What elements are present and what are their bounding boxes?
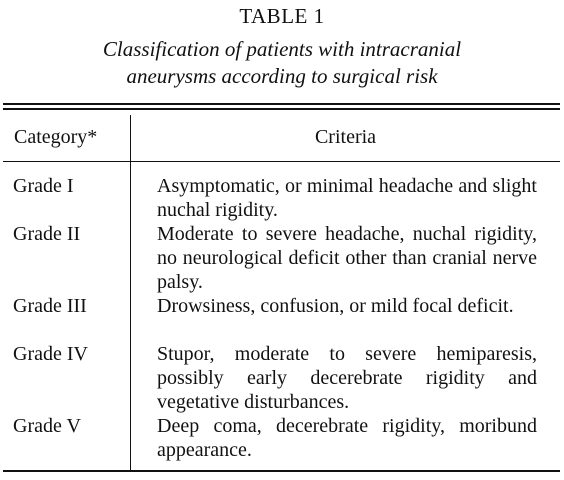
grade-cell: Grade II — [13, 223, 81, 245]
header-category: Category* — [14, 126, 98, 148]
column-divider — [130, 115, 131, 470]
grade-cell: Grade I — [13, 175, 74, 197]
bottom-rule — [3, 470, 560, 472]
criteria-cell: Asymptomatic, or minimal headache and slight nuchal rigidity. — [157, 175, 537, 221]
table-caption-line-2: aneurysms according to surgical risk — [126, 64, 438, 88]
criteria-cell: Stupor, moderate to severe hemiparesis, possibly early decerebrate rigidity and vegetative disturbances. — [157, 343, 537, 413]
criteria-cell: Moderate to severe headache, nuchal rigidity, no neurological deficit other than cranial nerve palsy. — [157, 223, 537, 293]
table-caption — [0, 36, 564, 90]
grade-cell: Grade IV — [13, 343, 88, 365]
header-criteria: Criteria — [314, 126, 377, 148]
criteria-cell: Deep coma, decerebrate rigidity, moribund appearance. — [157, 415, 537, 461]
top-double-rule-lower — [3, 108, 560, 110]
top-double-rule-upper — [3, 103, 560, 105]
table-caption-line-1: Classification of patients with intracranial — [102, 37, 462, 61]
table-title: TABLE 1 — [239, 4, 325, 28]
header-rule — [3, 161, 560, 162]
grade-cell: Grade V — [13, 415, 81, 437]
grade-cell: Grade III — [13, 295, 87, 317]
criteria-cell: Drowsiness, confusion, or mild focal deficit. — [157, 295, 514, 317]
